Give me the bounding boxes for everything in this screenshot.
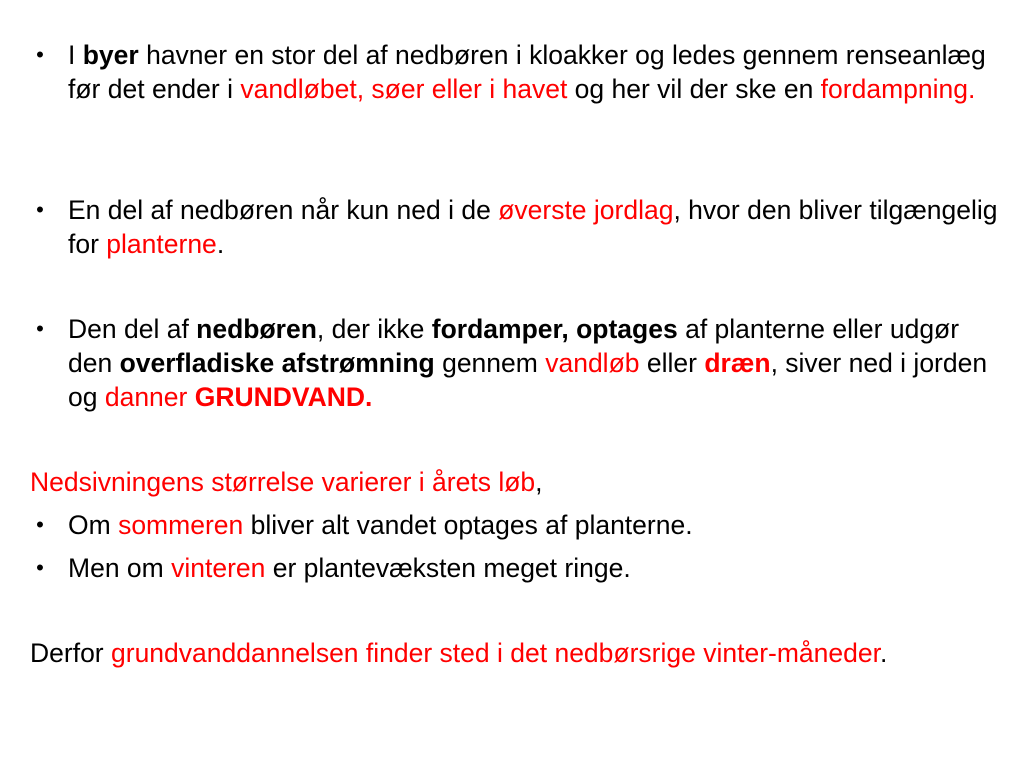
- bullet-dot: •: [36, 197, 44, 222]
- text-run: af planterne eller udgør den: [68, 314, 960, 378]
- text-run: I: [68, 40, 83, 70]
- text-run: , siver ned i jorden og: [68, 348, 988, 412]
- text-run: , der ikke: [316, 314, 432, 344]
- text-run: [187, 382, 194, 412]
- highlight-text: øverste jordlag: [498, 195, 674, 225]
- bullet-dot: •: [36, 316, 44, 341]
- text-run: .: [216, 229, 225, 259]
- text-run: En del af nedbøren når kun ned i de: [68, 195, 499, 225]
- emphasis-text: nedbøren: [196, 314, 317, 344]
- text-run: Om: [68, 510, 119, 540]
- bullet-dot: •: [36, 555, 44, 580]
- text-run: gennem: [434, 348, 546, 378]
- text-run: ,: [535, 467, 543, 497]
- highlight-text: GRUNDVAND.: [194, 382, 373, 412]
- bullet-item-byer: [30, 38, 1002, 106]
- highlight-text: vandløbet, søer eller i havet: [240, 74, 568, 104]
- highlight-text: dræn: [704, 348, 771, 378]
- bullet-item-vinteren: [30, 551, 1002, 585]
- highlight-text: Nedsivningens størrelse varierer i årets løb: [30, 467, 536, 497]
- bullet-item-jordlag: [30, 193, 1002, 261]
- bullet-dot: •: [36, 512, 44, 537]
- paragraph-derfor: [30, 636, 1000, 670]
- emphasis-text: overfladiske afstrømning: [119, 348, 435, 378]
- emphasis-text: fordamper, optages: [431, 314, 678, 344]
- text-run: , hvor den bliver tilgængelig for: [68, 195, 998, 259]
- emphasis-text: byer: [82, 40, 139, 70]
- highlight-text: fordampning.: [820, 74, 976, 104]
- text-run: Den del af: [68, 314, 197, 344]
- bullet-dot: •: [36, 42, 44, 67]
- highlight-text: sommeren: [118, 510, 244, 540]
- highlight-text: vandløb: [545, 348, 640, 378]
- bullet-item-grundvand: [30, 312, 1002, 414]
- bullet-item-sommeren: [30, 508, 1002, 542]
- highlight-text: grundvanddannelsen finder sted i det nedbørsrige vinter-måneder: [111, 638, 880, 668]
- paragraph-nedsivning: [30, 465, 1000, 499]
- text-run: og her vil der ske en: [567, 74, 821, 104]
- text-run: Derfor: [30, 638, 111, 668]
- text-run: havner en stor del af nedbøren i kloakker og ledes gennem renseanlæg før det ender i: [68, 40, 986, 104]
- text-run: er plantevæksten meget ringe.: [265, 553, 631, 583]
- highlight-text: planterne: [106, 229, 217, 259]
- highlight-text: danner: [104, 382, 188, 412]
- text-run: bliver alt vandet optages af planterne.: [243, 510, 693, 540]
- text-run: Men om: [68, 553, 172, 583]
- highlight-text: vinteren: [171, 553, 266, 583]
- text-run: .: [879, 638, 888, 668]
- text-run: eller: [639, 348, 705, 378]
